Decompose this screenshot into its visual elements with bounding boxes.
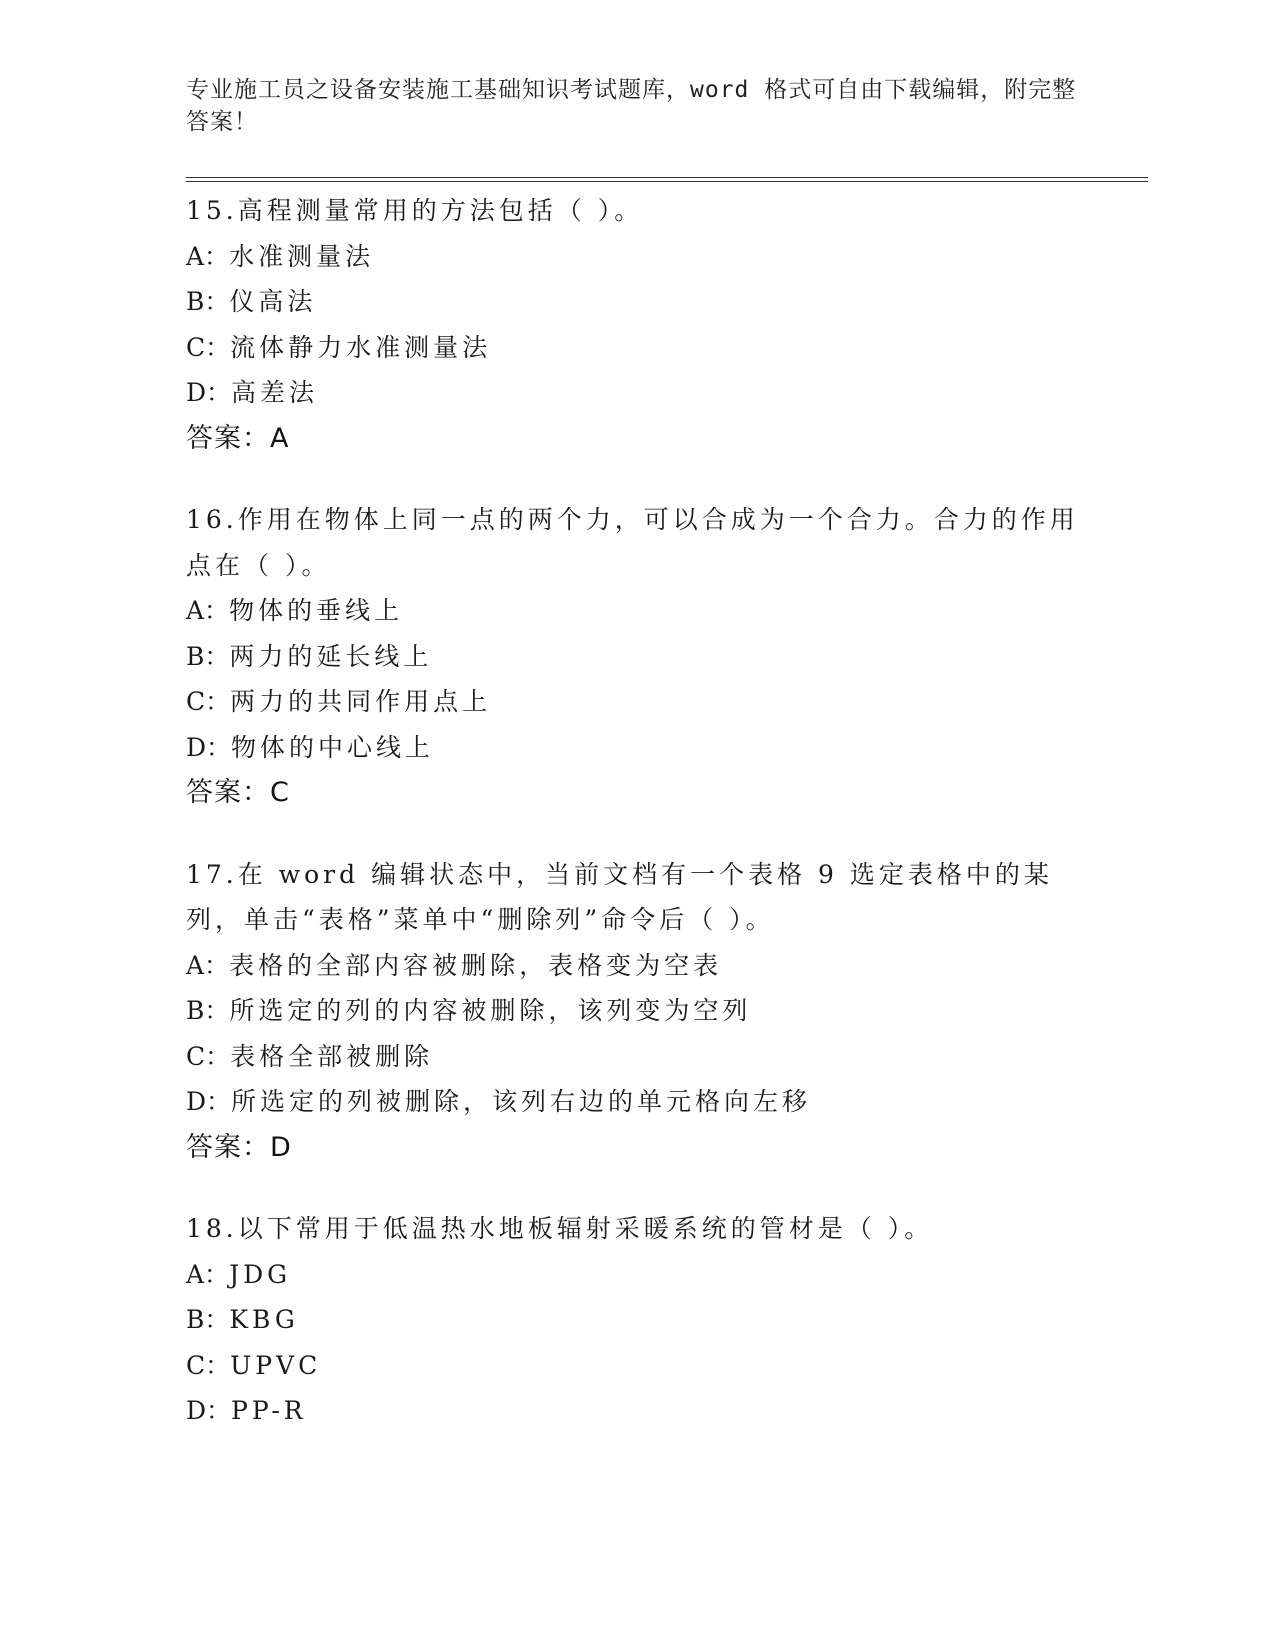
option-a: [186, 588, 1086, 634]
question-15: [186, 188, 1086, 461]
option-text: 水准测量法: [229, 241, 375, 271]
option-b: [186, 634, 1086, 680]
question-18: [186, 1206, 1086, 1434]
option-c: [186, 679, 1086, 725]
answer-label: 答案：: [186, 777, 270, 808]
option-text: 仪高法: [229, 287, 317, 316]
option-b: [186, 988, 1086, 1034]
option-letter: D：: [186, 378, 232, 407]
option-text: 所选定的列被删除，该列右边的单元格向左移: [231, 1087, 812, 1116]
option-letter: A：: [186, 241, 230, 271]
option-d: [186, 725, 1086, 771]
option-text: 两力的延长线上: [229, 641, 433, 671]
question-stem: [186, 1206, 1086, 1252]
option-text: 物体的垂线上: [229, 596, 404, 625]
option-letter: B：: [186, 996, 230, 1025]
option-letter: A：: [186, 950, 230, 980]
option-text: 所选定的列的内容被删除，该列变为空列: [229, 996, 752, 1025]
option-b: [186, 1297, 1086, 1343]
answer-label: 答案：: [186, 422, 270, 454]
question-17: [186, 852, 1086, 1171]
answer-line: [186, 1125, 1086, 1171]
option-text: 物体的中心线上: [231, 732, 435, 762]
question-number: 16.: [186, 505, 238, 534]
option-letter: C：: [186, 1041, 231, 1071]
option-d: [186, 1388, 1086, 1434]
question-stem: [186, 497, 1086, 588]
option-letter: B：: [186, 1305, 230, 1334]
option-letter: A：: [186, 596, 230, 625]
option-text: 流体静力水准测量法: [230, 332, 492, 362]
option-letter: C：: [186, 1350, 231, 1380]
question-stem: [186, 852, 1086, 943]
option-text: 表格全部被删除: [230, 1041, 434, 1071]
option-letter: B：: [186, 287, 230, 316]
answer-value: C: [270, 777, 290, 808]
question-number: 18.: [186, 1214, 238, 1243]
answer-line: [186, 416, 1086, 462]
header-divider: [186, 177, 1148, 182]
document-header: 专业施工员之设备安装施工基础知识考试题库，word 格式可自由下载编辑，附完整答案！: [186, 77, 1077, 135]
option-letter: C：: [186, 332, 231, 362]
question-number: 15.: [186, 196, 238, 225]
option-text: PP-R: [231, 1396, 307, 1425]
answer-line: [186, 770, 1086, 816]
option-text: JDG: [229, 1259, 292, 1289]
question-text: 作用在物体上同一点的两个力，可以合成为一个合力。合力的作用点在（ ）。: [186, 505, 1079, 580]
question-list: [186, 188, 1086, 1470]
answer-value: A: [270, 422, 290, 454]
option-letter: B：: [186, 641, 230, 671]
option-letter: D：: [186, 1396, 232, 1425]
option-text: KBG: [229, 1305, 299, 1334]
question-text: 以下常用于低温热水地板辐射采暖系统的管材是（ ）。: [237, 1214, 934, 1243]
question-stem: [186, 188, 1086, 234]
option-text: 两力的共同作用点上: [230, 687, 492, 716]
option-letter: D：: [186, 732, 232, 762]
option-d: [186, 370, 1086, 416]
option-c: [186, 325, 1086, 371]
question-number: 17.: [186, 859, 238, 889]
option-a: [186, 1252, 1086, 1298]
question-text: 在 word 编辑状态中，当前文档有一个表格 9 选定表格中的某列，单击“表格”菜单中“删除列”命令后（ ）。: [186, 859, 1053, 934]
option-c: [186, 1034, 1086, 1080]
option-letter: D：: [186, 1087, 232, 1116]
option-letter: C：: [186, 687, 231, 716]
option-a: [186, 234, 1086, 280]
answer-value: D: [270, 1131, 292, 1163]
option-letter: A：: [186, 1259, 230, 1289]
option-b: [186, 279, 1086, 325]
option-text: UPVC: [230, 1350, 322, 1380]
option-d: [186, 1079, 1086, 1125]
option-c: [186, 1343, 1086, 1389]
question-16: [186, 497, 1086, 816]
option-text: 表格的全部内容被删除，表格变为空表: [229, 950, 723, 980]
option-a: [186, 943, 1086, 989]
option-text: 高差法: [231, 378, 319, 407]
question-text: 高程测量常用的方法包括（ ）。: [237, 196, 644, 225]
answer-label: 答案：: [186, 1131, 270, 1163]
